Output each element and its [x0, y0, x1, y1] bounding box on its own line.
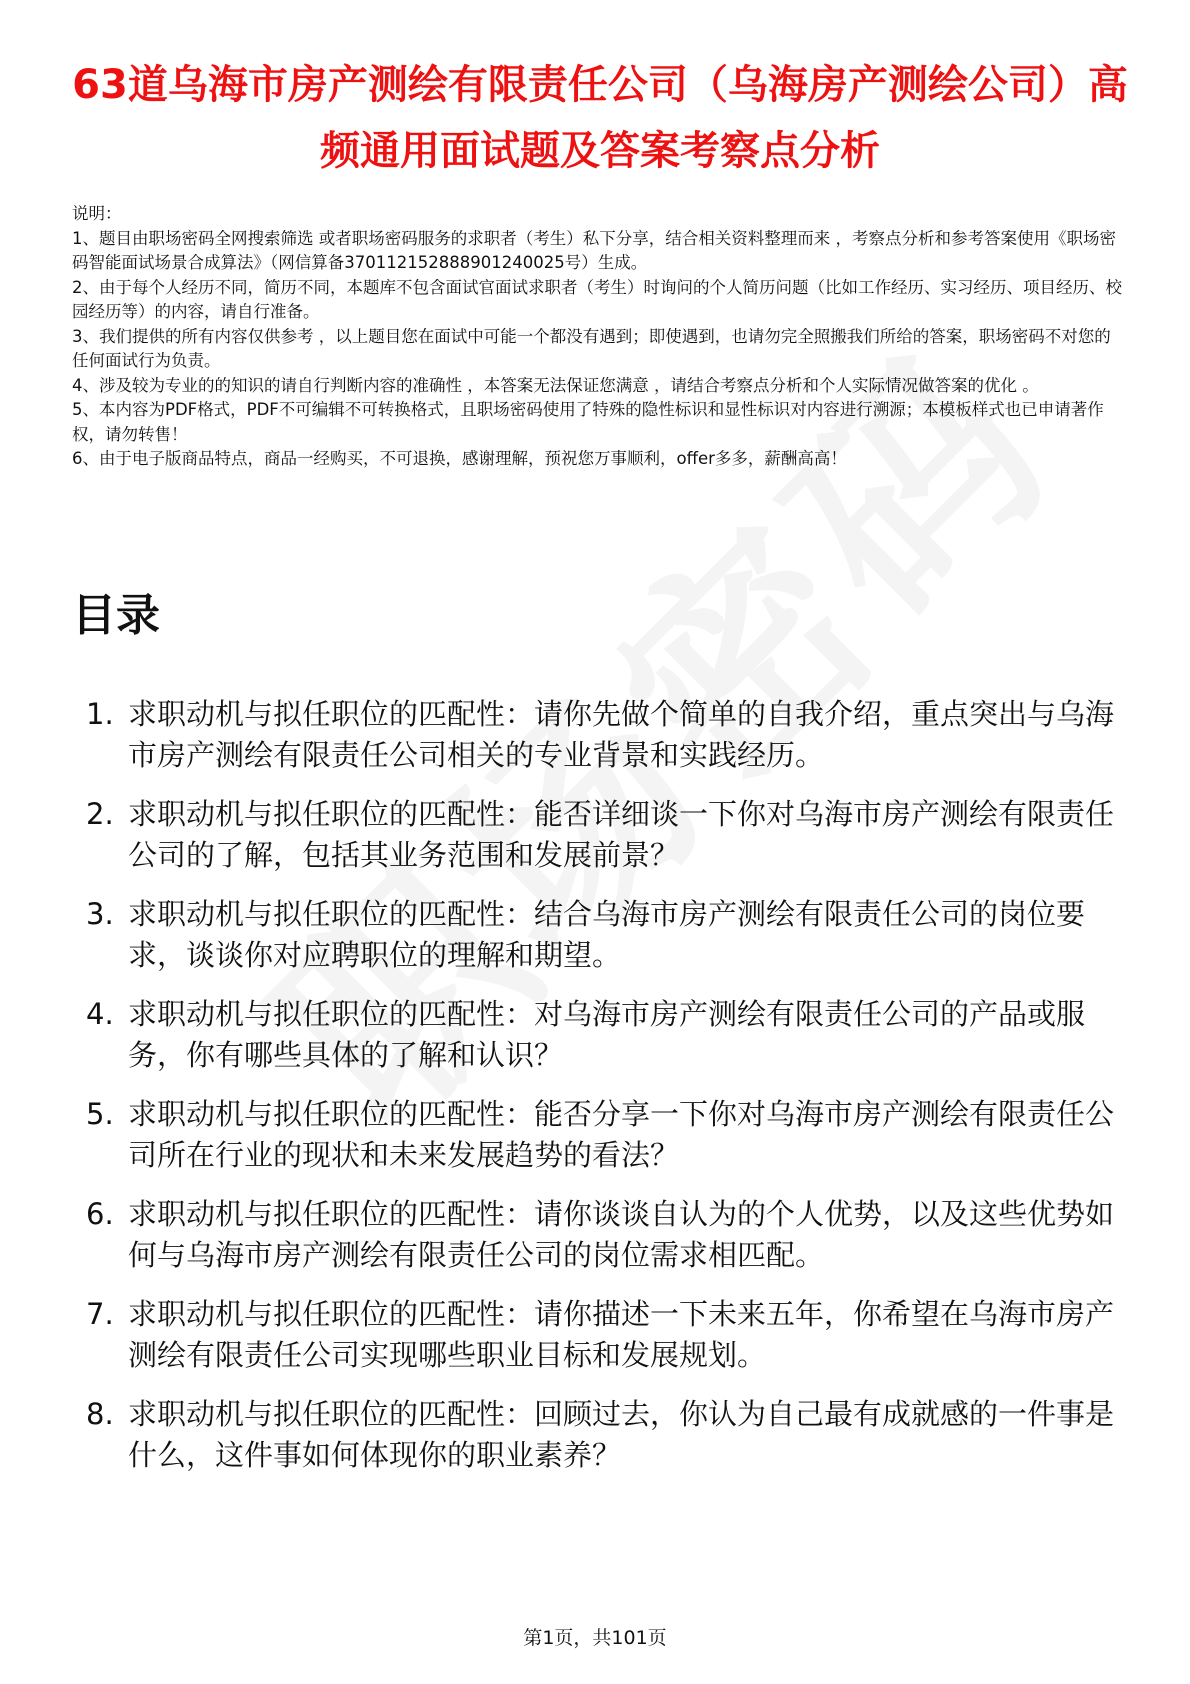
toc-item-text: 求职动机与拟任职位的匹配性：结合乌海市房产测绘有限责任公司的岗位要求，谈谈你对应聘职位的理解和期望。 — [128, 897, 1086, 972]
toc-item[interactable] — [72, 894, 1122, 976]
toc-item-number: 5. — [86, 1097, 114, 1131]
toc-item-number: 4. — [86, 997, 114, 1031]
toc-item[interactable] — [72, 794, 1122, 876]
toc-item-number: 8. — [86, 1397, 114, 1431]
toc-item-text: 求职动机与拟任职位的匹配性：能否详细谈一下你对乌海市房产测绘有限责任公司的了解，包括其业务范围和发展前景？ — [128, 797, 1115, 872]
notes-item: 6、由于电子版商品特点，商品一经购买，不可退换，感谢理解，预祝您万事顺利，offer多多，薪酬高高！ — [72, 449, 847, 468]
notes-label: 说明： — [72, 204, 122, 223]
notes-item: 3、我们提供的所有内容仅供参考 ，以上题目您在面试中可能一个都没有遇到；即使遇到，也请勿完全照搬我们所给的答案，职场密码不对您的任何面试行为负责。 — [72, 326, 1111, 370]
toc-item[interactable] — [72, 1194, 1122, 1276]
toc-item[interactable] — [72, 1094, 1122, 1176]
notes-item: 4、涉及较为专业的的知识的请自行判断内容的准确性 ，本答案无法保证您满意 ，请结合考察点分析和个人实际情况做答案的优化 。 — [72, 375, 1039, 395]
page-indicator: 第1页，共101页 — [523, 1627, 667, 1649]
toc-item[interactable] — [72, 1294, 1122, 1376]
notes-item: 2、由于每个人经历不同，简历不同，本题库不包含面试官面试求职者（考生）时询问的个人简历问题（比如工作经历、实习经历、项目经历、校园经历等）的内容，请自行准备。 — [72, 277, 1122, 321]
toc-item-number: 3. — [86, 897, 114, 931]
notes-item: 1、题目由职场密码全网搜索筛选 或者职场密码服务的求职者（考生）私下分享，结合相关资料整理而来 ，考察点分析和参考答案使用《职场密码智能面试场景合成算法》（网信算备370112152888901240025号）生成。 — [72, 228, 1116, 272]
toc-item-text: 求职动机与拟任职位的匹配性：请你描述一下未来五年，你希望在乌海市房产测绘有限责任公司实现哪些职业目标和发展规划。 — [128, 1297, 1115, 1372]
toc-item-text: 求职动机与拟任职位的匹配性：能否分享一下你对乌海市房产测绘有限责任公司所在行业的现状和未来发展趋势的看法？ — [128, 1097, 1115, 1172]
page-title: 63道乌海市房产测绘有限责任公司（乌海房产测绘公司）高频通用面试题及答案考察点分析 — [72, 62, 1128, 174]
toc-list — [72, 694, 1122, 1494]
toc-item-number: 7. — [86, 1297, 114, 1331]
toc-heading: 目录 — [72, 590, 160, 641]
toc-item[interactable] — [72, 1394, 1122, 1476]
toc-item-text: 求职动机与拟任职位的匹配性：对乌海市房产测绘有限责任公司的产品或服务，你有哪些具体的了解和认识？ — [128, 997, 1086, 1072]
toc-item-text: 求职动机与拟任职位的匹配性：回顾过去，你认为自己最有成就感的一件事是什么，这件事如何体现你的职业素养？ — [128, 1397, 1115, 1472]
notes-section — [72, 202, 1122, 472]
toc-item-text: 求职动机与拟任职位的匹配性：请你先做个简单的自我介绍，重点突出与乌海市房产测绘有限责任公司相关的专业背景和实践经历。 — [128, 697, 1115, 772]
notes-item: 5、本内容为PDF格式，PDF不可编辑不可转换格式，且职场密码使用了特殊的隐性标识和显性标识对内容进行溯源；本模板样式也已申请著作权，请勿转售！ — [72, 400, 1104, 444]
toc-item-number: 2. — [86, 797, 114, 831]
toc-item-number: 1. — [86, 697, 114, 731]
toc-item-number: 6. — [86, 1197, 114, 1231]
toc-item[interactable] — [72, 694, 1122, 776]
toc-item-text: 求职动机与拟任职位的匹配性：请你谈谈自认为的个人优势，以及这些优势如何与乌海市房产测绘有限责任公司的岗位需求相匹配。 — [128, 1197, 1115, 1272]
toc-item[interactable] — [72, 994, 1122, 1076]
